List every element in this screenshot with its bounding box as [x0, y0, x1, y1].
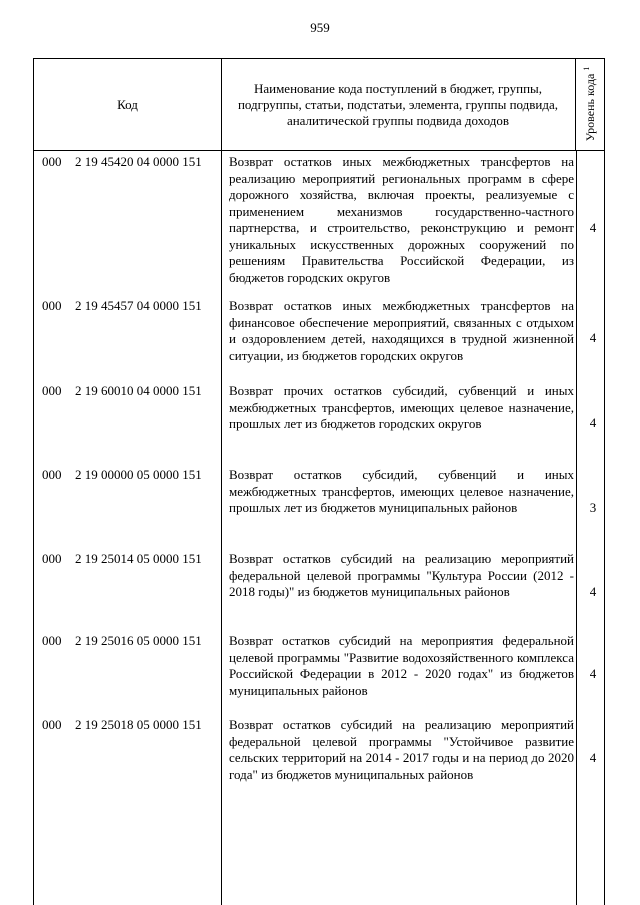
code-level: 4 [589, 415, 597, 430]
income-name: Возврат прочих остатков субсидий, субвенций и иных межбюджетных трансфертов, имеющих целевое назначение, прошлых лет из бюджетов городских округов [229, 383, 574, 431]
header-level-text [582, 67, 598, 142]
admin-code: 000 [42, 154, 62, 169]
income-code: 2 19 25014 05 0000 151 [75, 551, 202, 566]
income-name: Возврат остатков иных межбюджетных трансфертов на реализацию мероприятий региональных программ в сфере дорожного хозяйства, включая проекты, реализуемые с применением механизмов государственно-частного партнерства, и строительство, реконструкцию и ремонт уникальных искусственных дорожных сооружений по решениям Правительства Российской Федерации, из бюджетов городских округов [229, 154, 574, 285]
header-level-footnote: 1 [582, 66, 591, 71]
header-level-label: Уровень кода [583, 73, 597, 142]
table-header [33, 58, 605, 151]
income-code: 2 19 25018 05 0000 151 [75, 717, 202, 732]
header-name: Наименование кода поступлений в бюджет, группы, подгруппы, статьи, подстатьи, элемента, группы подвида, аналитической группы подвида доходов [221, 59, 576, 150]
income-name: Возврат остатков субсидий на мероприятия федеральной целевой программы "Развитие водохозяйственного комплекса Российской Федерации в 2012 - 2020 годах" из бюджетов муниципальных районов [229, 633, 574, 698]
income-name: Возврат остатков субсидий, субвенций и иных межбюджетных трансфертов, имеющих целевое назначение, прошлых лет из бюджетов муниципальных районов [229, 467, 574, 515]
header-level [576, 59, 604, 150]
income-code: 2 19 45457 04 0000 151 [75, 298, 202, 313]
page-number: 959 [310, 20, 330, 35]
admin-code: 000 [42, 551, 62, 566]
income-name: Возврат остатков субсидий на реализацию мероприятий федеральной целевой программы "Устойчивое развитие сельских территорий на 2014 - 2017 годы и на период до 2020 года" из бюджетов муниципальных районов [229, 717, 574, 782]
header-code: Код [34, 59, 222, 150]
income-code: 2 19 45420 04 0000 151 [75, 154, 202, 169]
income-code: 2 19 25016 05 0000 151 [75, 633, 202, 648]
admin-code: 000 [42, 383, 62, 398]
code-level: 4 [589, 220, 597, 235]
code-level: 4 [589, 584, 597, 599]
column-divider [576, 151, 577, 905]
code-level: 4 [589, 666, 597, 681]
admin-code: 000 [42, 298, 62, 313]
code-level: 4 [589, 750, 597, 765]
table-body [33, 151, 605, 905]
code-level: 4 [589, 330, 597, 345]
admin-code: 000 [42, 633, 62, 648]
income-name: Возврат остатков иных межбюджетных трансфертов на финансовое обеспечение мероприятий, связанных с отдыхом и оздоровлением детей, находящихся в трудной жизненной ситуации, из бюджетов городских округов [229, 298, 574, 363]
admin-code: 000 [42, 467, 62, 482]
admin-code: 000 [42, 717, 62, 732]
income-code: 2 19 60010 04 0000 151 [75, 383, 202, 398]
income-code: 2 19 00000 05 0000 151 [75, 467, 202, 482]
income-name: Возврат остатков субсидий на реализацию мероприятий федеральной целевой программы "Культура России (2012 - 2018 годы)" из бюджетов муниципальных районов [229, 551, 574, 599]
column-divider [221, 151, 222, 905]
code-level: 3 [589, 500, 597, 515]
